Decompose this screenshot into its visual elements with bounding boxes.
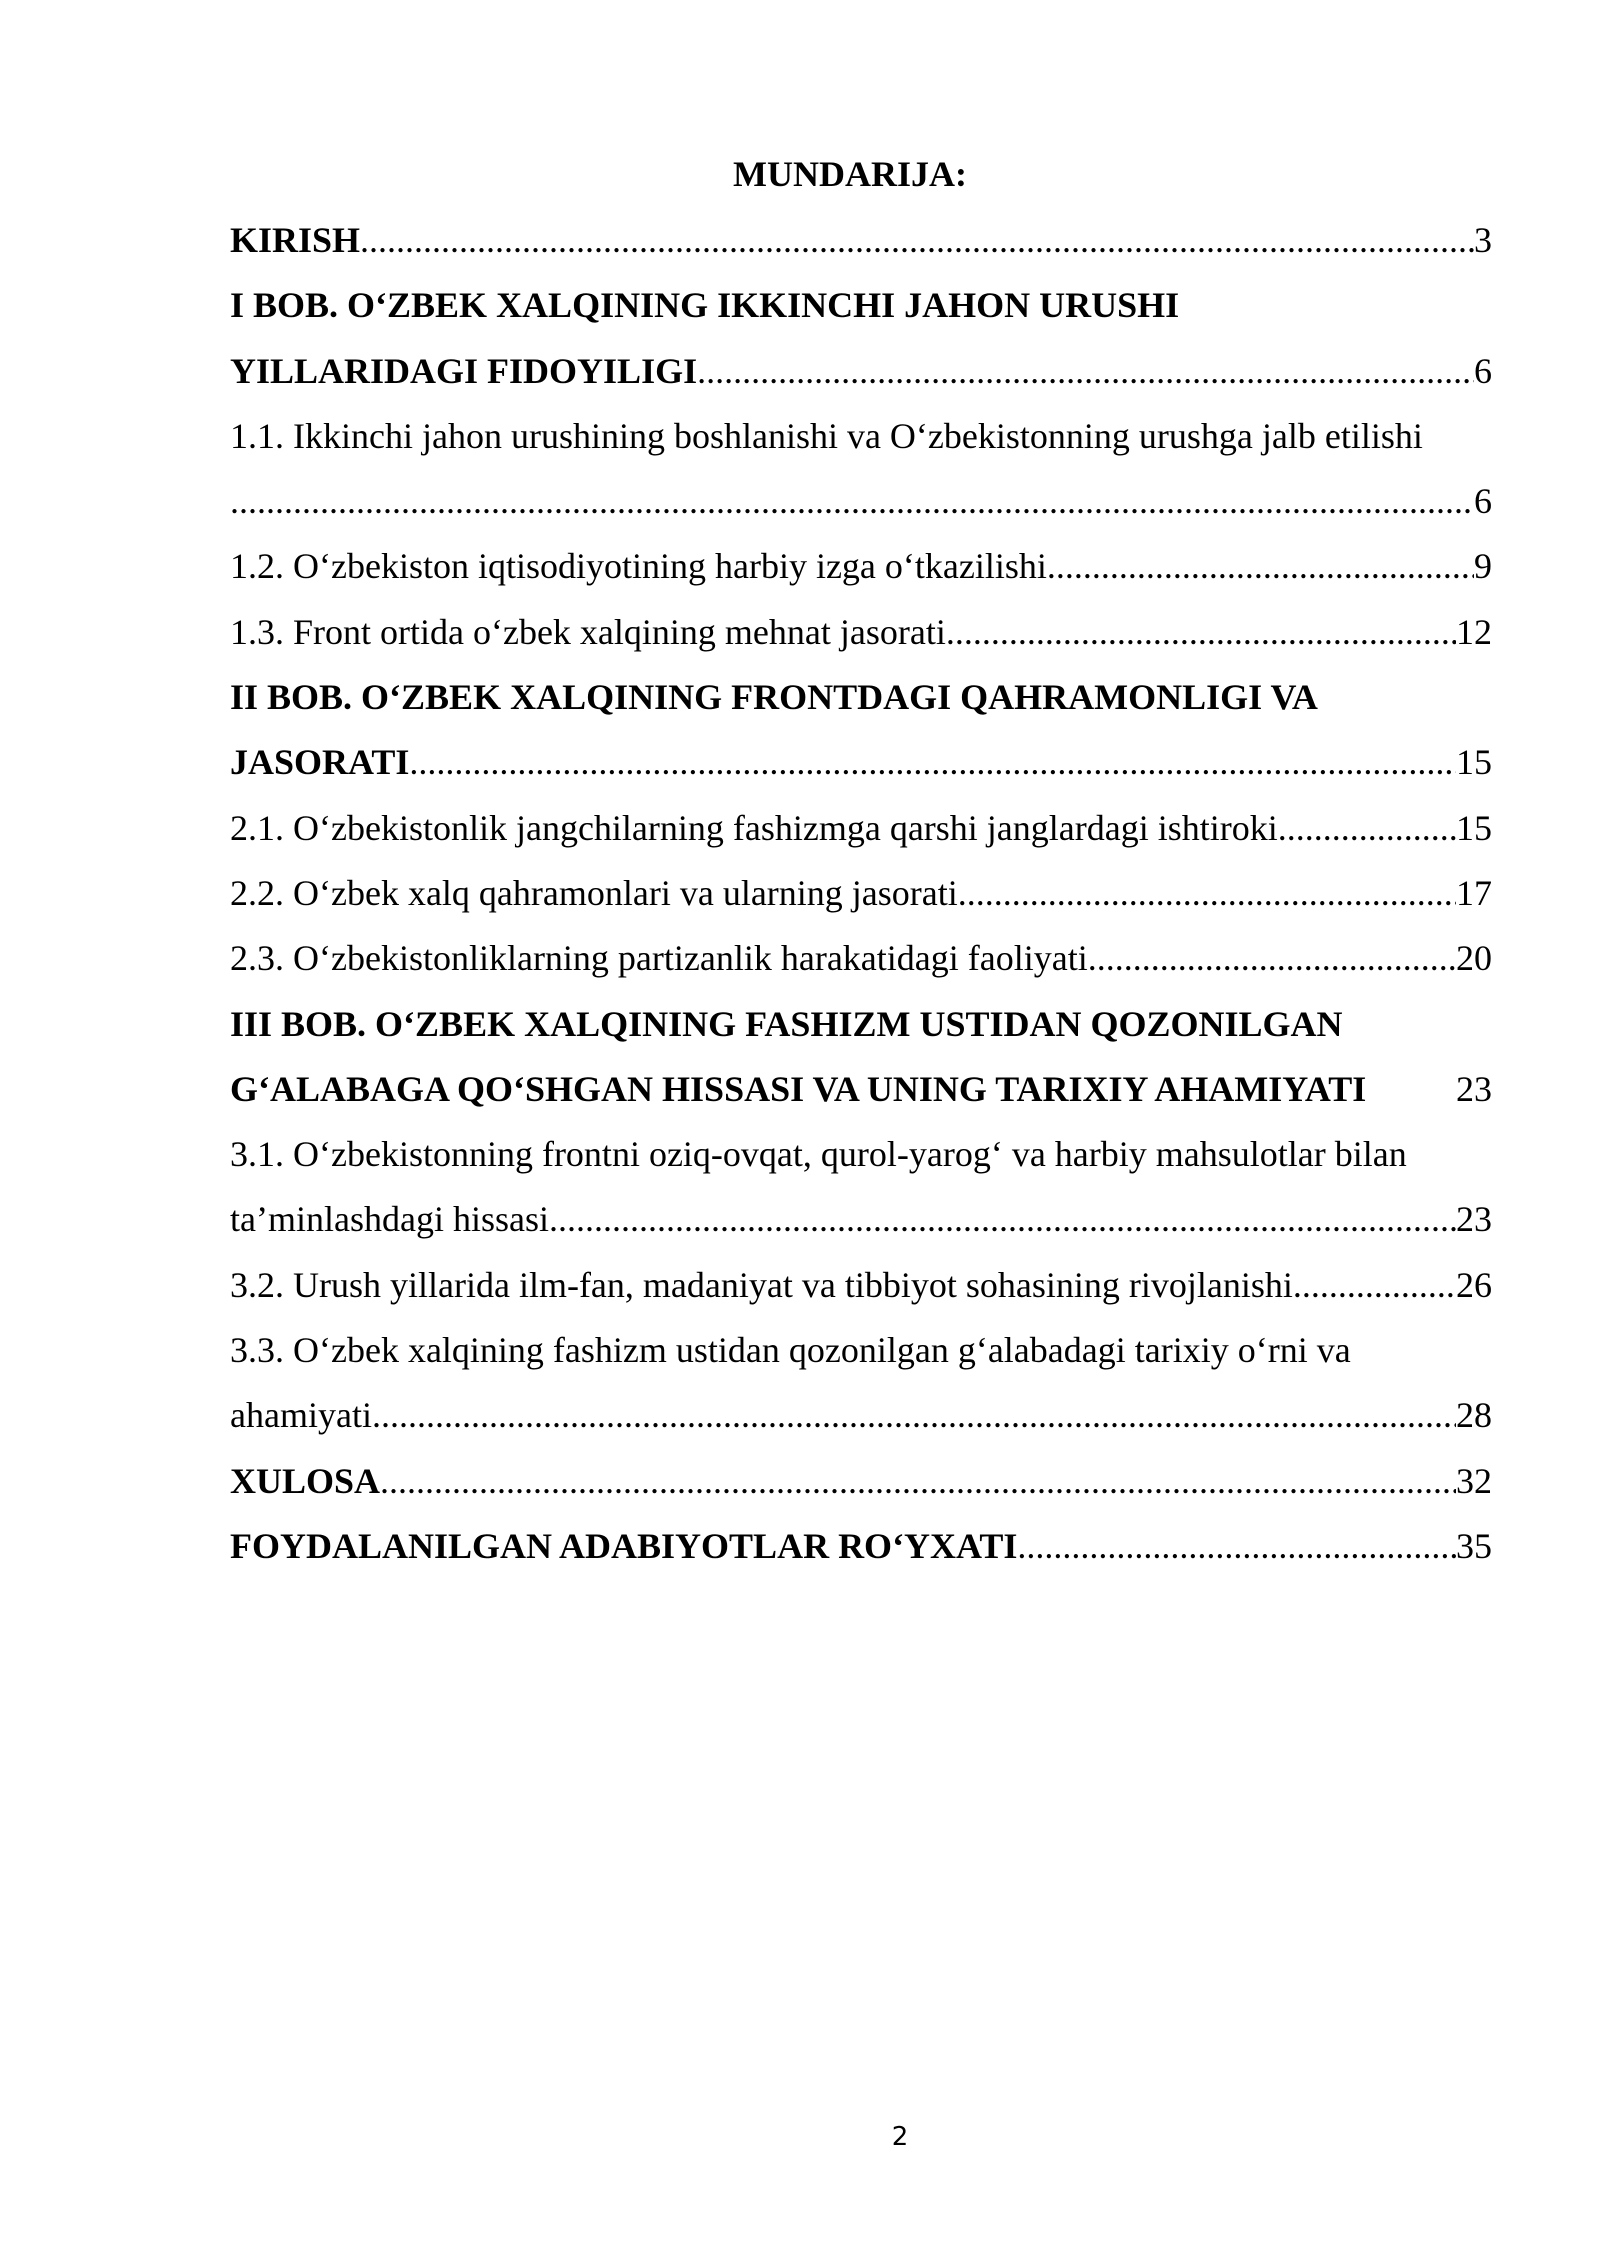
toc-entry-line: [230, 208, 1492, 273]
toc-entry-line: [230, 1514, 1492, 1579]
toc-entry-text: ahamiyati: [230, 1395, 372, 1436]
toc-entry: [230, 861, 1492, 926]
toc-page-number: 15: [1456, 807, 1492, 848]
dot-leader: [946, 600, 1456, 665]
toc-entry-text: YILLARIDAGI FIDOYILIGI: [230, 350, 698, 391]
dot-leader: [1017, 1514, 1456, 1579]
dot-leader: [697, 339, 1474, 404]
toc-entry-line: [230, 992, 1492, 1057]
toc-page-number: 20: [1456, 938, 1492, 979]
toc-entry-text: ta’minlashdagi hissasi: [230, 1199, 549, 1240]
toc-entry-text: 2.2. O‘zbek xalq qahramonlari va ularning jasorati: [230, 872, 958, 913]
toc-entry: [230, 600, 1492, 665]
toc-entry: [230, 1253, 1492, 1318]
page-number: 2: [891, 2122, 909, 2152]
dot-leader: [1278, 796, 1456, 861]
toc-page-number: 17: [1456, 872, 1492, 913]
toc-page-number: 15: [1456, 742, 1492, 783]
toc-entry-line: [230, 861, 1492, 926]
toc-page-number: 23: [1456, 1199, 1492, 1240]
toc-page-number: 35: [1456, 1525, 1492, 1566]
toc-entry-line: [230, 730, 1492, 795]
toc-entry: [230, 1122, 1492, 1253]
toc-entry-text: FOYDALANILGAN ADABIYOTLAR RO‘YXATI: [230, 1525, 1018, 1566]
dot-leader: [372, 1383, 1456, 1448]
toc-entry-line: [230, 1253, 1492, 1318]
toc-entry: [230, 208, 1492, 273]
toc-entry-text: 1.3. Front ortida o‘zbek xalqining mehnat jasorati: [230, 611, 946, 652]
toc-entry-line: [230, 404, 1492, 469]
dot-leader: [409, 730, 1456, 795]
toc-title: MUNDARIJA:: [733, 154, 967, 194]
toc-entry: [230, 992, 1492, 1123]
toc-entry-line: [230, 796, 1492, 861]
toc-entry-line: [230, 1318, 1492, 1383]
toc-page-number: 12: [1456, 611, 1492, 652]
toc-entry-line: [230, 534, 1492, 599]
toc-page-number: 23: [1456, 1068, 1492, 1109]
toc-entry-text: 2.3. O‘zbekistonliklarning partizanlik harakatidagi faoliyati: [230, 938, 1088, 979]
toc-entry-line: [230, 469, 1492, 534]
toc-entry-text: 3.1. O‘zbekistonning frontni oziq-ovqat, qurol-yarog‘ va harbiy mahsulotlar bilan: [230, 1134, 1407, 1175]
toc-entry-line: [230, 1449, 1492, 1514]
toc-page-number: 3: [1474, 220, 1492, 260]
toc-entry-text: XULOSA: [230, 1460, 381, 1501]
toc-entry: [230, 1514, 1492, 1579]
toc-entry-text: III BOB. O‘ZBEK XALQINING FASHIZM USTIDAN QOZONILGAN: [230, 1003, 1343, 1044]
dot-leader: [1293, 1253, 1456, 1318]
toc-entry-text: 1.1. Ikkinchi jahon urushining boshlanishi va O‘zbekistonning urushga jalb etilishi: [230, 415, 1423, 456]
toc-entry-line: [230, 1057, 1492, 1122]
toc-entry: [230, 1449, 1492, 1514]
table-of-contents: [230, 208, 1492, 1579]
toc-entry-text: 2.1. O‘zbekistonlik jangchilarning fashizmga qarshi janglardagi ishtiroki: [230, 807, 1278, 848]
toc-entry-text: 1.2. O‘zbekiston iqtisodiyotining harbiy izga o‘tkazilishi: [230, 546, 1047, 587]
toc-entry-text: 3.2. Urush yillarida ilm-fan, madaniyat va tibbiyot sohasining rivojlanishi: [230, 1264, 1293, 1305]
toc-entry-line: [230, 273, 1492, 338]
toc-entry: [230, 273, 1492, 404]
toc-entry-text: II BOB. O‘ZBEK XALQINING FRONTDAGI QAHRAMONLIGI VA: [230, 677, 1318, 718]
toc-entry-text: G‘ALABAGA QO‘SHGAN HISSASI VA UNING TARIXIY AHAMIYATI: [230, 1068, 1367, 1109]
toc-entry-line: [230, 600, 1492, 665]
toc-page-number: 28: [1456, 1395, 1492, 1436]
toc-entry-line: [230, 1383, 1492, 1448]
toc-entry-line: [230, 339, 1492, 404]
toc-page-number: 6: [1474, 481, 1492, 522]
toc-entry: [230, 534, 1492, 599]
toc-entry: [230, 665, 1492, 796]
dot-leader: [380, 1449, 1456, 1514]
toc-entry: [230, 404, 1492, 535]
toc-entry-line: [230, 1122, 1492, 1187]
toc-entry-text: I BOB. O‘ZBEK XALQINING IKKINCHI JAHON URUSHI: [230, 285, 1180, 326]
toc-entry-line: [230, 665, 1492, 730]
toc-page-number: 32: [1456, 1460, 1492, 1501]
toc-entry: [230, 796, 1492, 861]
dot-leader: [549, 1187, 1456, 1252]
toc-entry-line: [230, 1187, 1492, 1252]
toc-entry: [230, 1318, 1492, 1449]
toc-page-number: 26: [1456, 1264, 1492, 1305]
toc-page-number: 9: [1474, 546, 1492, 587]
toc-entry-text: KIRISH: [230, 220, 361, 260]
dot-leader: [230, 469, 1474, 534]
toc-entry-text: 3.3. O‘zbek xalqining fashizm ustidan qozonilgan g‘alabadagi tarixiy o‘rni va: [230, 1330, 1351, 1371]
toc-entry: [230, 926, 1492, 991]
dot-leader: [1088, 926, 1456, 991]
toc-page-number: 6: [1474, 350, 1492, 391]
dot-leader: [360, 208, 1474, 273]
toc-entry-text: JASORATI: [230, 742, 410, 783]
toc-entry-line: [230, 926, 1492, 991]
dot-leader: [1047, 534, 1474, 599]
dot-leader: [958, 861, 1456, 926]
